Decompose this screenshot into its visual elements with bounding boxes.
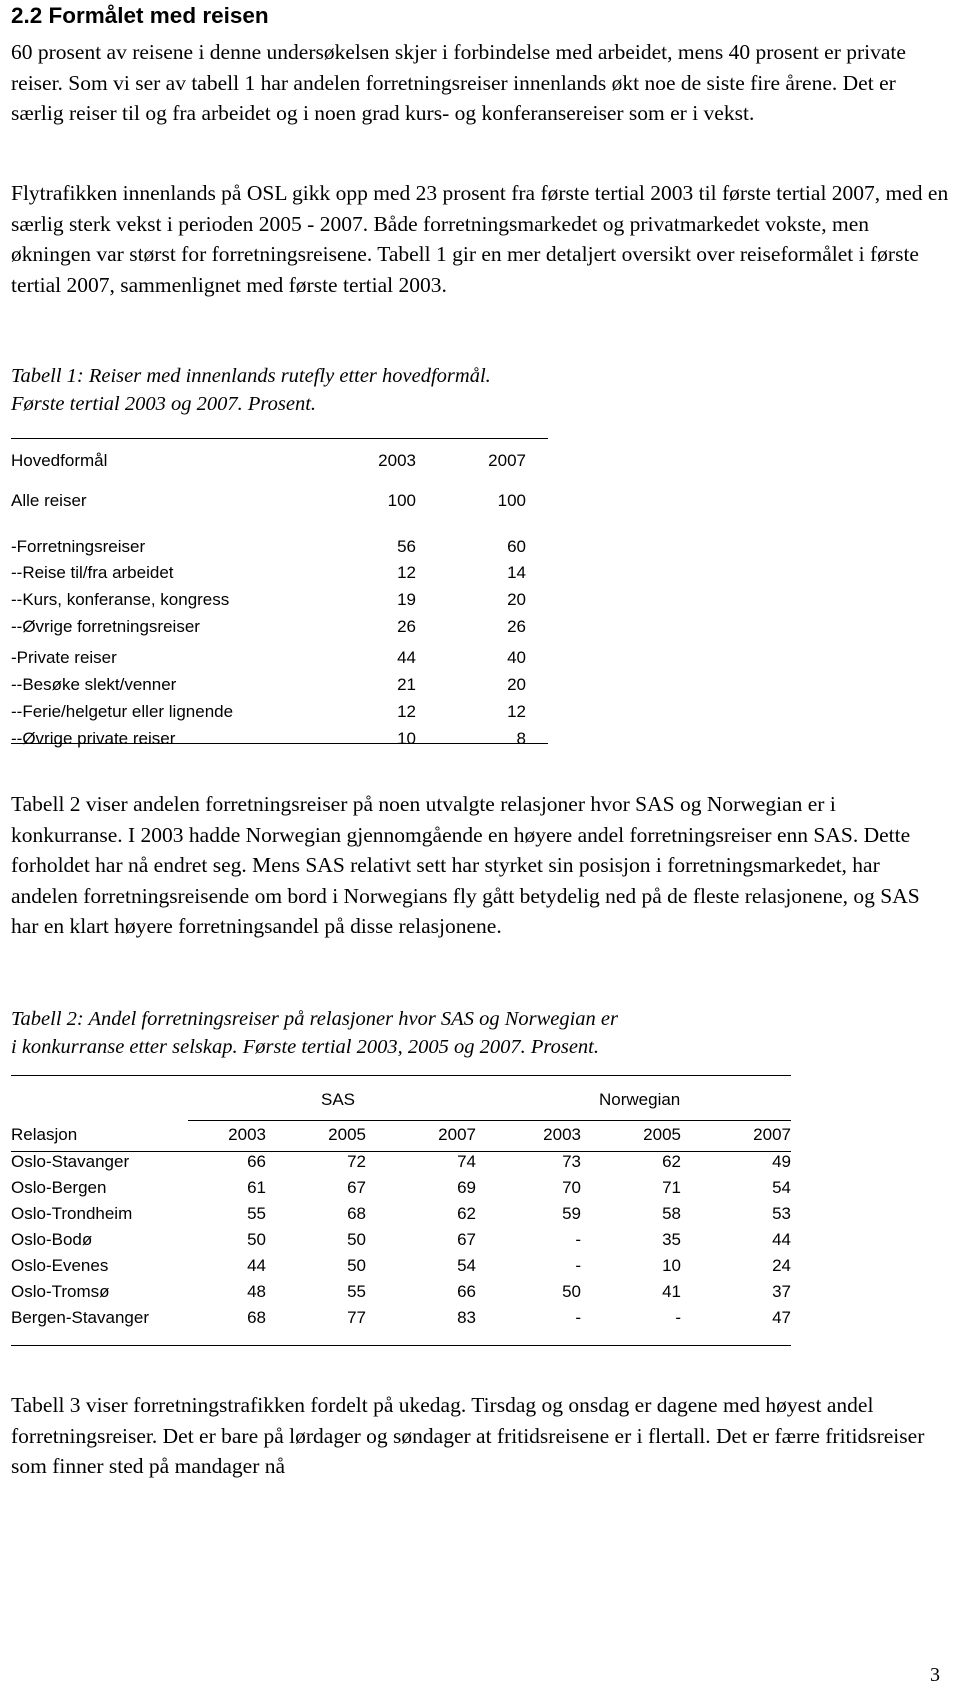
- table2-cell-sas-2007: 54: [457, 1256, 476, 1275]
- table2-cell-nor-2005: 58: [662, 1204, 681, 1223]
- table2-cell-nor-2005: 62: [662, 1152, 681, 1171]
- table2-cell-sas-2007: 62: [457, 1204, 476, 1223]
- table2-row: [11, 1149, 791, 1175]
- table2-cell-sas-2007: 66: [457, 1282, 476, 1301]
- table2-cell-sas-2003: 50: [247, 1230, 266, 1249]
- table1-row: [11, 488, 548, 514]
- table2-bottom-rule: [11, 1345, 791, 1346]
- table2-cell-sas-2007: 67: [457, 1230, 476, 1249]
- table2-cell-nor-2005: 10: [662, 1256, 681, 1275]
- table1-cell-category: Alle reiser: [11, 491, 87, 510]
- table1-cell-2007: 20: [507, 675, 526, 694]
- table2-cell-relation: Oslo-Bergen: [11, 1178, 107, 1197]
- table1-cell-2007: 100: [497, 491, 526, 510]
- table1-cell-category: -Forretningsreiser: [11, 537, 146, 556]
- table1-cell-category: --Ferie/helgetur eller lignende: [11, 702, 234, 721]
- table1-cell-category: --Besøke slekt/venner: [11, 675, 177, 694]
- table1-cell-2007: 12: [507, 702, 526, 721]
- table2-cell-nor-2007: 53: [772, 1204, 791, 1223]
- table1-cell-2007: 8: [516, 729, 526, 748]
- table2-cell-sas-2005: 68: [347, 1204, 366, 1223]
- page-number: 3: [930, 1664, 940, 1686]
- table2-cell-sas-2003: 55: [247, 1204, 266, 1223]
- table2-group-header-row: [11, 1087, 791, 1113]
- table2-cell-nor-2005: -: [675, 1308, 681, 1327]
- table2-cell-relation: Bergen-Stavanger: [11, 1308, 149, 1327]
- table1-cell-2007: 20: [507, 590, 526, 609]
- table2-cell-nor-2003: 59: [562, 1204, 581, 1223]
- table2-caption-line2: i konkurranse etter selskap. Første tertial 2003, 2005 og 2007. Prosent.: [11, 1036, 599, 1058]
- table2-caption-line1: Tabell 2: Andel forretningsreiser på relasjoner hvor SAS og Norwegian er: [11, 1008, 619, 1030]
- table2-cell-sas-2003: 44: [247, 1256, 266, 1275]
- table2-header-relation: Relasjon: [11, 1125, 78, 1144]
- table2-cell-sas-2005: 67: [347, 1178, 366, 1197]
- table1-cell-category: -Private reiser: [11, 648, 117, 667]
- table2-cell-nor-2007: 44: [772, 1230, 791, 1249]
- table1-cell-2003: 44: [397, 648, 416, 667]
- table1-row: [11, 699, 548, 725]
- table1-caption-line1: Tabell 1: Reiser med innenlands rutefly etter hovedformål.: [11, 365, 491, 387]
- table1-row: [11, 587, 548, 613]
- table1-row: [11, 534, 548, 560]
- table2-cell-sas-2003: 66: [247, 1152, 266, 1171]
- table1-cell-category: --Reise til/fra arbeidet: [11, 563, 174, 582]
- table1-cell-2007: 26: [507, 617, 526, 636]
- table1-caption-line2: Første tertial 2003 og 2007. Prosent.: [11, 393, 317, 415]
- table1-cell-category: --Øvrige forretningsreiser: [11, 617, 200, 636]
- table2-header-sas-2005: 2005: [328, 1125, 366, 1144]
- table1-cell-2003: 19: [397, 590, 416, 609]
- table1-row: [11, 645, 548, 671]
- paragraph-3: Tabell 2 viser andelen forretningsreiser på noen utvalgte relasjoner hvor SAS og Norwegian er i konkurranse. I 2003 hadde Norwegian gjennomgående en høyere andel forretningsreiser enn SAS. Dette forholdet har nå endret seg. Mens SAS relativt sett har styrket sin posisjon i forretningsmarkedet, har andelen forretningsreisende om bord i Norwegians fly gått betydelig ned på de fleste relasjonene, og SAS har en klart høyere forretningsandel på disse relasjonene.: [11, 792, 920, 938]
- paragraph-1: 60 prosent av reisene i denne undersøkelsen skjer i forbindelse med arbeidet, mens 40 prosent er private reiser. Som vi ser av tabell 1 har andelen forretningsreiser innenlands økt noe de siste fire årene. Det er særlig reiser til og fra arbeidet og i noen grad kurs- og konferansereiser som er i vekst.: [11, 40, 906, 125]
- table2-cell-sas-2007: 83: [457, 1308, 476, 1327]
- table1-cell-2003: 10: [397, 729, 416, 748]
- table2-header-nor-2007: 2007: [753, 1125, 791, 1144]
- table1-header-2007: 2007: [488, 451, 526, 470]
- table2-cell-relation: Oslo-Tromsø: [11, 1282, 110, 1301]
- table2-cell-nor-2003: 70: [562, 1178, 581, 1197]
- table2-cell-nor-2007: 54: [772, 1178, 791, 1197]
- table2-top-rule: [11, 1075, 791, 1076]
- table1-cell-2003: 12: [397, 563, 416, 582]
- table2-group-norwegian: Norwegian: [599, 1090, 681, 1109]
- table2-cell-nor-2003: -: [575, 1308, 581, 1327]
- table2-row: [11, 1253, 791, 1279]
- table2-cell-nor-2003: -: [575, 1230, 581, 1249]
- table1-cell-2003: 26: [397, 617, 416, 636]
- table2-header-sas-2007: 2007: [438, 1125, 476, 1144]
- table2-cell-nor-2003: 73: [562, 1152, 581, 1171]
- table1-row: [11, 614, 548, 640]
- table1-cell-category: --Kurs, konferanse, kongress: [11, 590, 230, 609]
- paragraph-2: Flytrafikken innenlands på OSL gikk opp med 23 prosent fra første tertial 2003 til første tertial 2007, med en særlig sterk vekst i perioden 2005 - 2007. Både forretningsmarkedet og privatmarkedet vokste, men økningen var størst for forretningsreisene. Tabell 1 gir en mer detaljert oversikt over reiseformålet i første tertial 2007, sammenlignet med første tertial 2003.: [11, 181, 949, 297]
- table2-cell-sas-2005: 77: [347, 1308, 366, 1327]
- table1-cell-2003: 100: [387, 491, 416, 510]
- table2-cell-nor-2005: 35: [662, 1230, 681, 1249]
- table2-cell-sas-2003: 61: [247, 1178, 266, 1197]
- table2-header-row: [11, 1122, 791, 1148]
- table1-cell-2003: 12: [397, 702, 416, 721]
- table2-cell-nor-2005: 41: [662, 1282, 681, 1301]
- table1-cell-2007: 14: [507, 563, 526, 582]
- table1-bottom-rule: [11, 743, 548, 744]
- table2-header-nor-2005: 2005: [643, 1125, 681, 1144]
- table2-cell-nor-2005: 71: [662, 1178, 681, 1197]
- table2-cell-nor-2007: 37: [772, 1282, 791, 1301]
- section-heading: 2.2 Formålet med reisen: [11, 3, 269, 28]
- table2-cell-nor-2007: 49: [772, 1152, 791, 1171]
- table2-cell-sas-2005: 72: [347, 1152, 366, 1171]
- table2-cell-nor-2007: 47: [772, 1308, 791, 1327]
- table2-cell-sas-2007: 69: [457, 1178, 476, 1197]
- paragraph-4: Tabell 3 viser forretningstrafikken fordelt på ukedag. Tirsdag og onsdag er dagene med høyest andel forretningsreiser. Det er bare på lørdager og søndager at fritidsreisene er i flertall. Det er færre fritidsreiser som finner sted på mandager nå: [11, 1393, 925, 1478]
- table2-row: [11, 1175, 791, 1201]
- table2-header-nor-2003: 2003: [543, 1125, 581, 1144]
- table1-cell-category: --Øvrige private reiser: [11, 729, 176, 748]
- table2-cell-relation: Oslo-Bodø: [11, 1230, 93, 1249]
- table2-cell-sas-2003: 48: [247, 1282, 266, 1301]
- table1-row: [11, 726, 548, 752]
- table2-row: [11, 1201, 791, 1227]
- table2-cell-relation: Oslo-Evenes: [11, 1256, 109, 1275]
- table2-cell-nor-2007: 24: [772, 1256, 791, 1275]
- table1-top-rule: [11, 438, 548, 439]
- table1-cell-2003: 56: [397, 537, 416, 556]
- table1-header-row: [11, 448, 548, 474]
- table2-cell-sas-2005: 55: [347, 1282, 366, 1301]
- table1-cell-2007: 40: [507, 648, 526, 667]
- table2-cell-sas-2003: 68: [247, 1308, 266, 1327]
- table2-cell-sas-2005: 50: [347, 1230, 366, 1249]
- table2-cell-relation: Oslo-Stavanger: [11, 1152, 130, 1171]
- table2-row: [11, 1305, 791, 1331]
- table2-cell-nor-2003: -: [575, 1256, 581, 1275]
- table1-cell-2003: 21: [397, 675, 416, 694]
- table1-row: [11, 560, 548, 586]
- table2-row: [11, 1227, 791, 1253]
- table2-cell-sas-2005: 50: [347, 1256, 366, 1275]
- table2-cell-nor-2003: 50: [562, 1282, 581, 1301]
- table1-header-2003: 2003: [378, 451, 416, 470]
- table1-header-category: Hovedformål: [11, 451, 108, 470]
- table2-cell-relation: Oslo-Trondheim: [11, 1204, 133, 1223]
- table1-row: [11, 672, 548, 698]
- table1-cell-2007: 60: [507, 537, 526, 556]
- table2-header-sas-2003: 2003: [228, 1125, 266, 1144]
- table2-group-rule: [188, 1120, 791, 1121]
- table2-row: [11, 1279, 791, 1305]
- table2-cell-sas-2007: 74: [457, 1152, 476, 1171]
- table2-group-sas: SAS: [321, 1090, 356, 1109]
